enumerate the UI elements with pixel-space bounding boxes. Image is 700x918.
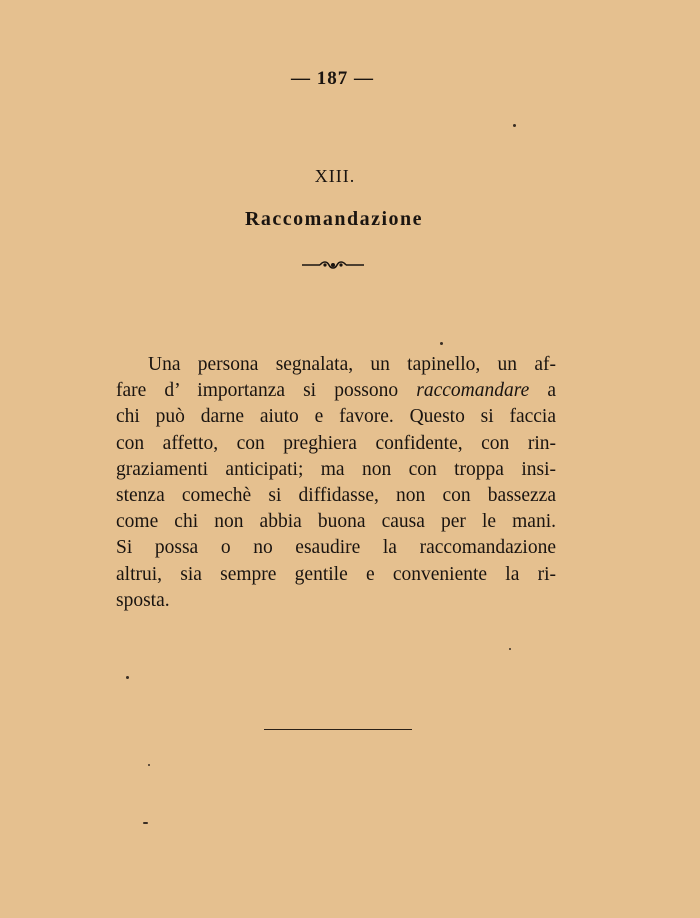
- text-line: fare d’ importanza si possono raccomandare a: [116, 380, 557, 402]
- paper-speck: [440, 342, 443, 345]
- text-line: Si possa o no esaudire la raccomandazione: [116, 537, 556, 559]
- end-rule: [264, 729, 412, 730]
- paper-speck: [513, 124, 516, 127]
- text-line: stenza comechè si diffidasse, non con bassezza: [116, 484, 556, 506]
- paper-speck: [143, 822, 148, 824]
- text-line: graziamenti anticipati; ma non con troppa insi-: [116, 458, 556, 480]
- paper-speck: [509, 648, 511, 650]
- text-line: altrui, sia sempre gentile e conveniente la ri-: [116, 563, 556, 585]
- paper-speck: [126, 676, 129, 679]
- chapter-title: Raccomandazione: [244, 208, 424, 230]
- text-line: con affetto, con preghiera confidente, con rin-: [116, 432, 556, 454]
- text-line: sposta.: [116, 589, 170, 611]
- ornament-divider-icon: [302, 258, 364, 272]
- text-line: Una persona segnalata, un tapinello, un af-: [148, 354, 556, 375]
- italic-term: raccomandare: [416, 380, 530, 402]
- page-number: — 187 —: [291, 68, 374, 89]
- text-line: come chi non abbia buona causa per le mani.: [116, 511, 556, 533]
- chapter-number: XIII.: [314, 166, 356, 186]
- text-line: chi può darne aiuto e favore. Questo si faccia: [116, 406, 556, 428]
- body-paragraph: [116, 352, 556, 614]
- paper-speck: [148, 764, 150, 766]
